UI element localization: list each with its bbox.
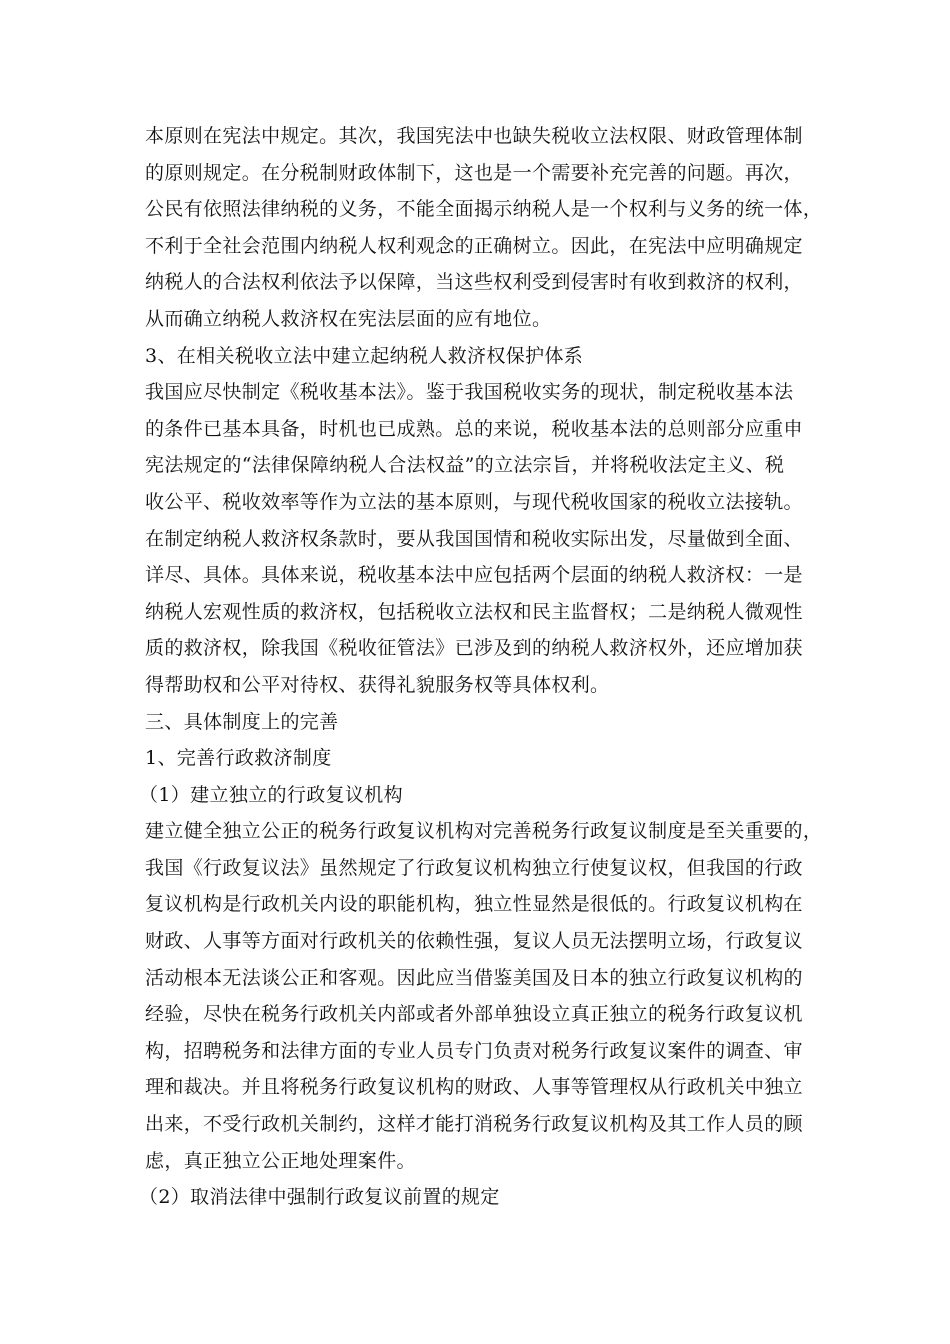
body-text-line: 财政、人事等方面对行政机关的依赖性强，复议人员无法摆明立场，行政复议 — [145, 930, 803, 953]
document-page — [139, 118, 823, 1216]
body-text-line: 本原则在宪法中规定。其次，我国宪法中也缺失税收立法权限、财政管理体制 — [145, 125, 803, 147]
body-text-line: 详尽、具体。具体来说，税收基本法中应包括两个层面的纳税人救济权：一是 — [145, 564, 803, 587]
body-text-line: 的原则规定。在分税制财政体制下，这也是一个需要补充完善的问题。再次， — [145, 161, 803, 184]
body-text-line: 我国《行政复议法》虽然规定了行政复议机构独立行使复议权，但我国的行政 — [145, 856, 803, 879]
body-text-line: 经验，尽快在税务行政机关内部或者外部单独设立真正独立的税务行政复议机 — [145, 1003, 803, 1026]
section-heading: 三、具体制度上的完善 — [145, 710, 339, 733]
body-text-line: 公民有依照法律纳税的义务，不能全面揭示纳税人是一个权利与义务的统一体， — [145, 198, 823, 221]
body-text-line: 出来，不受行政机关制约，这样才能打消税务行政复议机构及其工作人员的顾 — [145, 1113, 803, 1136]
body-text-line: 纳税人的合法权利依法予以保障，当这些权利受到侵害时有收到救济的权利， — [145, 271, 803, 294]
body-text-line: 得帮助权和公平对待权、获得礼貌服务权等具体权利。 — [145, 673, 610, 696]
body-text-line: 不利于全社会范围内纳税人权利观念的正确树立。因此，在宪法中应明确规定 — [145, 234, 803, 257]
body-text-line: 理和裁决。并且将税务行政复议机构的财政、人事等管理权从行政机关中独立 — [145, 1076, 803, 1099]
body-text-line: 在制定纳税人救济权条款时，要从我国国情和税收实际出发，尽量做到全面、 — [145, 527, 803, 550]
body-text-line: 虑，真正独立公正地处理案件。 — [145, 1149, 416, 1172]
section-heading: 1、完善行政救济制度 — [145, 747, 332, 770]
subsection-heading: （1）建立独立的行政复议机构 — [139, 783, 403, 806]
body-text-line: 的条件已基本具备，时机也已成熟。总的来说，税收基本法的总则部分应重申 — [145, 417, 803, 440]
body-text-line: 构，招聘税务和法律方面的专业人员专门负责对税务行政复议案件的调查、审 — [145, 1039, 803, 1062]
body-text-line: 纳税人宏观性质的救济权，包括税收立法权和民主监督权；二是纳税人微观性 — [145, 600, 803, 623]
body-text-line: 质的救济权，除我国《税收征管法》已涉及到的纳税人救济权外，还应增加获 — [145, 637, 803, 660]
section-heading: 3、在相关税收立法中建立起纳税人救济权保护体系 — [145, 344, 584, 367]
body-text-line: 建立健全独立公正的税务行政复议机构对完善税务行政复议制度是至关重要的， — [145, 820, 823, 843]
body-text-line: 我国应尽快制定《税收基本法》。鉴于我国税收实务的现状，制定税收基本法 — [145, 381, 794, 404]
body-text-line: 复议机构是行政机关内设的职能机构，独立性显然是很低的。行政复议机构在 — [145, 893, 803, 916]
subsection-heading: （2）取消法律中强制行政复议前置的规定 — [139, 1186, 500, 1209]
body-text-line: 宪法规定的“法律保障纳税人合法权益”的立法宗旨，并将税收法定主义、税 — [145, 454, 785, 477]
body-text-line: 从而确立纳税人救济权在宪法层面的应有地位。 — [145, 307, 552, 330]
body-text-line: 活动根本无法谈公正和客观。因此应当借鉴美国及日本的独立行政复议机构的 — [145, 966, 803, 989]
body-text-line: 收公平、税收效率等作为立法的基本原则，与现代税收国家的税收立法接轨。 — [145, 490, 803, 513]
